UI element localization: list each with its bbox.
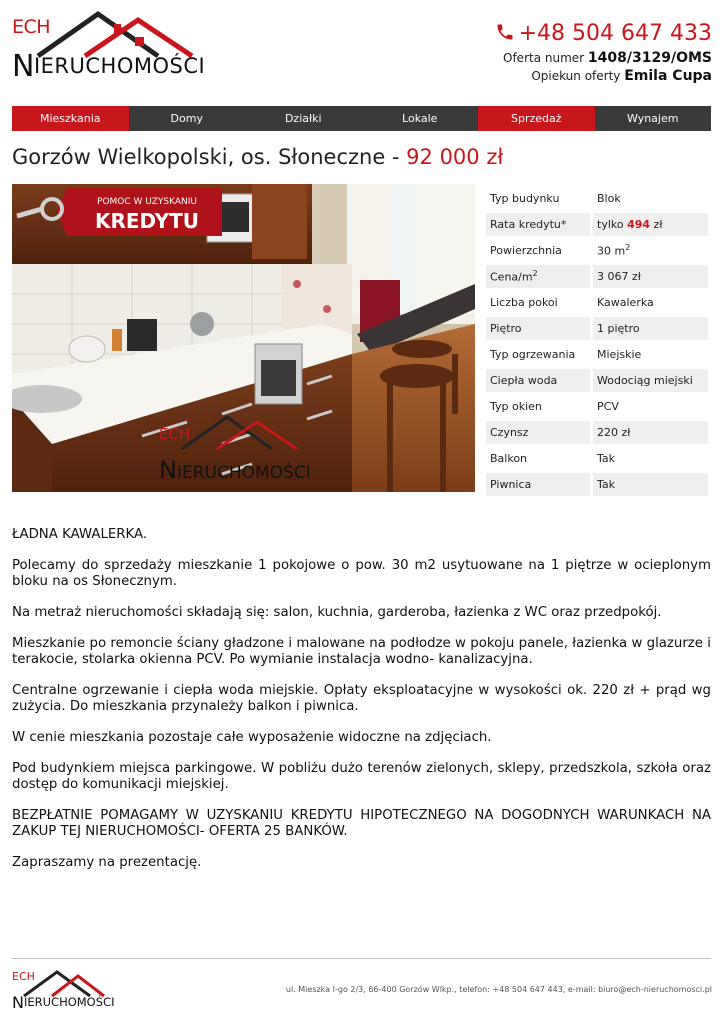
param-value: Tak bbox=[590, 447, 708, 470]
photo-banner-line1: POMOC W UZYSKANIU bbox=[97, 197, 197, 207]
param-label: Rata kredytu* bbox=[486, 213, 590, 236]
description-paragraph: Pod budynkiem miejsca parkingowe. W pobliżu dużo terenów zielonych, sklepy, przedszkola, szkoła oraz dostęp do komunikacji miejskiej. bbox=[12, 761, 711, 792]
param-label: Powierzchnia bbox=[490, 244, 562, 257]
footer-logo[interactable] bbox=[10, 968, 115, 1012]
svg-text:NIERUCHOMOŚCI: NIERUCHOMOŚCI bbox=[159, 456, 311, 484]
description-paragraph: Polecamy do sprzedaży mieszkanie 1 pokojowe o pow. 30 m2 usytuowane na 1 piętrze w ocieplonym bloku na os Słonecznym. bbox=[12, 558, 711, 589]
table-row bbox=[486, 473, 708, 496]
param-label: Typ budynku bbox=[490, 192, 560, 205]
param-value: Kawalerka bbox=[590, 291, 708, 314]
phone-number[interactable]: +48 504 647 433 bbox=[495, 20, 712, 48]
table-row bbox=[486, 343, 708, 366]
table-row bbox=[486, 421, 708, 444]
param-value: PCV bbox=[590, 395, 708, 418]
description-paragraph: Mieszkanie po remoncie ściany gładzone i malowane na podłodze w pokoju panele, łazienka w glazurze i terakocie, stolarka okienna PCV. Po wymianie instalacja wodno- kanalizacyjna. bbox=[12, 636, 711, 667]
description-paragraph: Zapraszamy na prezentację. bbox=[12, 855, 202, 870]
kitchen-photo-image bbox=[12, 184, 475, 492]
table-row bbox=[486, 239, 708, 262]
table-row bbox=[486, 213, 708, 236]
footer-divider bbox=[12, 958, 711, 959]
param-value: Tak bbox=[590, 473, 708, 496]
nav-item-domy[interactable]: Domy bbox=[170, 112, 203, 125]
table-row bbox=[486, 187, 708, 210]
param-value: Miejskie bbox=[590, 343, 708, 366]
contact-block bbox=[495, 20, 712, 84]
table-row bbox=[486, 317, 708, 340]
param-value: Blok bbox=[590, 187, 708, 210]
listing-photo[interactable] bbox=[12, 184, 475, 492]
param-value: tylko 494 zł bbox=[590, 213, 708, 236]
description-paragraph: W cenie mieszkania pozostaje całe wyposażenie widoczne na zdjęciach. bbox=[12, 730, 492, 745]
description-paragraph: BEZPŁATNIE POMAGAMY W UZYSKANIU KREDYTU HIPOTECZNEGO NA DOGODNYCH WARUNKACH NA ZAKUP TEJ NIERUCHOMOŚCI- OFERTA 25 BANKÓW. bbox=[12, 808, 711, 839]
listing-price: 92 000 zł bbox=[406, 145, 504, 169]
table-row bbox=[486, 291, 708, 314]
caretaker-line: Opiekun oferty Emila Cupa bbox=[531, 68, 712, 84]
table-row bbox=[486, 369, 708, 392]
phone-icon bbox=[495, 22, 515, 42]
param-value: 1 piętro bbox=[590, 317, 708, 340]
param-label: Typ ogrzewania bbox=[490, 348, 576, 361]
offer-number-line: Oferta numer 1408/3129/OMS bbox=[503, 50, 712, 66]
listing-description bbox=[12, 527, 711, 886]
param-value: 220 zł bbox=[590, 421, 708, 444]
table-row bbox=[486, 447, 708, 470]
param-label: Typ okien bbox=[490, 400, 542, 413]
param-label: Cena/$m^2$ bbox=[486, 265, 590, 288]
footer-logo-ech-text: ECH bbox=[12, 970, 35, 983]
offer-number: 1408/3129/OMS bbox=[587, 50, 712, 66]
company-logo[interactable] bbox=[10, 10, 206, 84]
logo-brand-text: NIERUCHOMOŚCI bbox=[12, 49, 206, 84]
main-nav bbox=[12, 106, 711, 131]
param-label: Piwnica bbox=[486, 473, 590, 496]
loan-installment-amount: 494 bbox=[627, 218, 651, 231]
table-row bbox=[486, 395, 708, 418]
page-title: Gorzów Wielkopolski, os. Słoneczne - 92 000 zł bbox=[12, 145, 504, 169]
description-paragraph: Centralne ogrzewanie i ciepła woda miejskie. Opłaty eksploatacyjne w wysokości ok. 220 zł + prąd wg zużycia. Do mieszkania przynależy balkon i piwnica. bbox=[12, 683, 711, 714]
nav-item-dzialki[interactable]: Działki bbox=[284, 112, 322, 125]
property-details-table bbox=[486, 184, 708, 499]
footer-address: ul. Mieszka I-go 2/3, 66-400 Gorzów Wlkp., telefon: +48 504 647 443, e-mail: biuro@ech-nieruchomosci.pl bbox=[285, 985, 712, 994]
nav-item-mieszkania[interactable]: Mieszkania bbox=[12, 106, 129, 131]
photo-banner-line2: KREDYTU bbox=[94, 209, 200, 233]
footer-logo-brand-text: NIERUCHOMOŚCI bbox=[12, 993, 115, 1012]
param-value: Wodociąg miejski bbox=[590, 369, 708, 392]
param-value: 30 $m^2$ bbox=[590, 239, 708, 262]
param-label: Czynsz bbox=[486, 421, 590, 444]
param-label: Ciepła woda bbox=[486, 369, 590, 392]
description-paragraph: Na metraż nieruchomości składają się: salon, kuchnia, garderoba, łazienka z WC oraz przedpokój. bbox=[12, 605, 662, 620]
table-row bbox=[486, 265, 708, 288]
svg-text:ECH: ECH bbox=[159, 425, 191, 443]
param-value: 3 067 zł bbox=[590, 265, 708, 288]
nav-item-wynajem[interactable]: Wynajem bbox=[627, 112, 679, 125]
caretaker-name: Emila Cupa bbox=[624, 68, 712, 84]
nav-item-sprzedaz[interactable]: Sprzedaż bbox=[478, 106, 595, 131]
logo-ech-text: ECH bbox=[12, 16, 51, 38]
description-paragraph: ŁADNA KAWALERKA. bbox=[12, 527, 148, 542]
param-label: Piętro bbox=[486, 317, 590, 340]
param-label: Liczba pokoi bbox=[490, 296, 558, 309]
param-label: Balkon bbox=[490, 452, 528, 465]
nav-item-lokale[interactable]: Lokale bbox=[402, 112, 438, 125]
